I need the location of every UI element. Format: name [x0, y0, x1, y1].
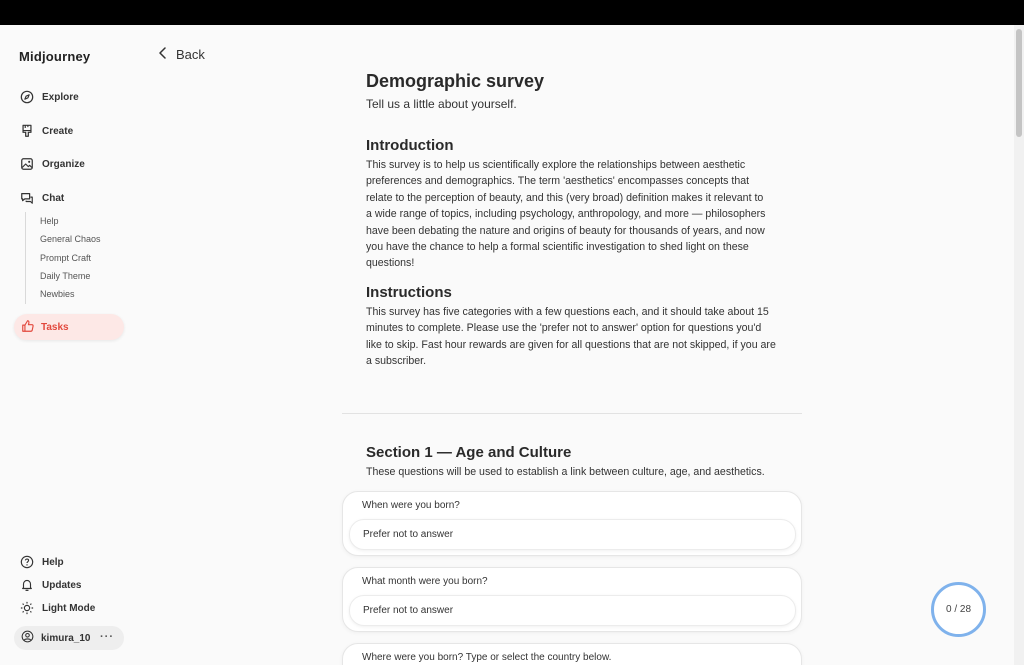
- nav-label: Organize: [42, 158, 85, 170]
- nav-help[interactable]: [20, 554, 64, 570]
- chevron-left-icon: [158, 47, 168, 62]
- nav-explore[interactable]: [20, 89, 79, 105]
- text-line: you have the chance to help a formal scientific investigation to shed light on these: [366, 241, 749, 254]
- instructions-heading: Instructions: [366, 284, 452, 301]
- birth-year-select[interactable]: Prefer not to answer: [349, 519, 796, 550]
- instructions-text: [366, 304, 806, 370]
- progress-counter: [931, 582, 986, 637]
- chat-room-list: [25, 212, 125, 304]
- page-subtitle: Tell us a little about yourself.: [366, 97, 517, 111]
- question-label: Where were you born? Type or select the country below.: [362, 652, 612, 663]
- section-divider: [342, 413, 802, 414]
- text-line: a wide range of topics, including psychology, anthropology, and more — philosophers: [366, 208, 766, 221]
- question-label: When were you born?: [362, 500, 460, 511]
- sun-icon: [20, 601, 34, 615]
- section-1-description: These questions will be used to establish a link between culture, age, and aesthetics.: [366, 466, 765, 478]
- nav-label: Updates: [42, 579, 82, 591]
- chat-room-newbies[interactable]: Newbies: [40, 289, 75, 300]
- chat-room-general-chaos[interactable]: General Chaos: [40, 234, 101, 245]
- chat-room-daily-theme[interactable]: Daily Theme: [40, 270, 91, 281]
- text-line: a subscriber.: [366, 355, 427, 368]
- thumbs-up-icon: [21, 319, 35, 336]
- page-title: Demographic survey: [366, 71, 545, 91]
- brand-logo[interactable]: Midjourney: [19, 49, 91, 64]
- user-menu[interactable]: [14, 626, 124, 650]
- back-button[interactable]: [158, 47, 205, 62]
- chat-icon: [20, 191, 34, 205]
- nav-create[interactable]: [20, 123, 73, 139]
- introduction-text: [366, 157, 806, 272]
- text-line: This survey is to help us scientifically explore the relationships between aesthetic: [366, 159, 746, 171]
- nav-label: Create: [42, 125, 74, 137]
- question-card-birth-country: [342, 643, 802, 665]
- nav-label: Help: [42, 556, 64, 568]
- scrollbar-thumb[interactable]: [1016, 29, 1022, 137]
- text-line: minutes to complete. Please use the 'prefer not to answer' option for questions you'd: [366, 322, 762, 335]
- text-line: This survey has five categories with a few questions each, and it should take about 15: [366, 306, 769, 318]
- page-scrollbar[interactable]: [1014, 25, 1024, 665]
- section-1-heading: Section 1 — Age and Culture: [366, 444, 572, 461]
- text-line: relate to the perception of beauty, and this (very broad) definition makes it relevant to: [366, 191, 764, 204]
- tasks-label: Tasks: [41, 321, 69, 333]
- question-card-birth-month: [342, 567, 802, 632]
- brush-icon: [20, 124, 34, 138]
- more-options-icon[interactable]: ···: [100, 631, 114, 643]
- nav-chat[interactable]: [20, 190, 64, 206]
- birth-month-select[interactable]: Prefer not to answer: [349, 595, 796, 626]
- text-line: like to skip. Fast hour rewards are given for all questions that are not skipped, if you are: [366, 338, 776, 351]
- sidebar: [0, 25, 140, 665]
- username: kimura_10: [41, 632, 91, 644]
- nav-label: Chat: [42, 192, 65, 204]
- back-label: Back: [176, 47, 205, 62]
- nav-light-mode[interactable]: [20, 600, 95, 616]
- text-line: preferences and demographics. The term 'aesthetics' encompasses concepts that: [366, 175, 750, 188]
- introduction-heading: Introduction: [366, 137, 454, 154]
- text-line: questions!: [366, 257, 415, 270]
- nav-label: Explore: [42, 91, 79, 103]
- image-icon: [20, 157, 34, 171]
- nav-updates[interactable]: [20, 577, 81, 593]
- browser-top-bar: [0, 0, 1024, 25]
- compass-icon: [20, 90, 34, 104]
- nav-label: Light Mode: [42, 602, 96, 614]
- user-avatar-icon: [21, 630, 34, 646]
- question-label: What month were you born?: [362, 576, 488, 587]
- question-card-birth-year: [342, 491, 802, 556]
- nav-tasks[interactable]: [14, 314, 124, 340]
- help-circle-icon: [20, 555, 34, 569]
- progress-label: 0 / 28: [945, 604, 972, 615]
- nav-organize[interactable]: [20, 156, 85, 172]
- chat-room-help[interactable]: Help: [40, 216, 59, 226]
- chat-room-prompt-craft[interactable]: Prompt Craft: [40, 252, 92, 263]
- text-line: have been debating the nature and origins of beauty for thousands of years, and now: [366, 224, 765, 237]
- bell-icon: [20, 578, 34, 592]
